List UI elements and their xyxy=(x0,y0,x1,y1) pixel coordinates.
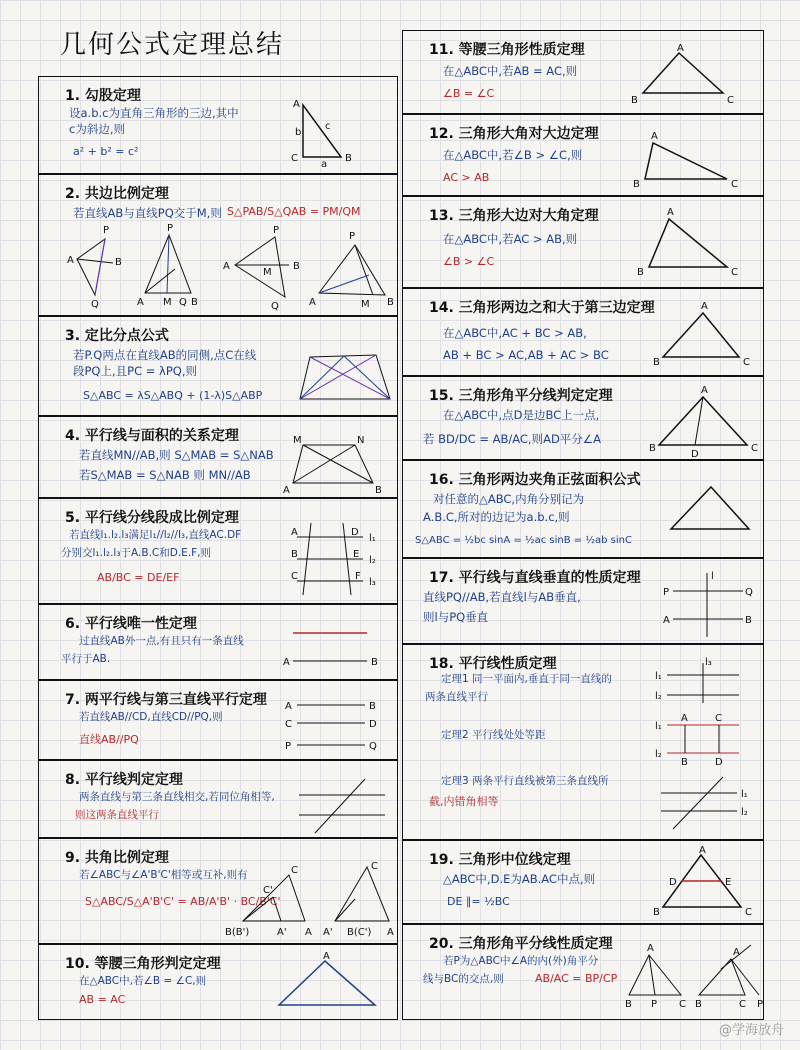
theorem-card-20 xyxy=(402,924,764,1020)
vertex-label: l₂ xyxy=(369,555,376,566)
isosceles-diagram xyxy=(265,953,395,1015)
vertex-label: A xyxy=(283,485,290,496)
vertex-label: C xyxy=(291,571,298,582)
vertex-label: A xyxy=(701,301,708,312)
vertex-label: M xyxy=(163,297,172,308)
vertex-label: l₂ xyxy=(741,807,748,818)
vertex-label: A xyxy=(285,701,292,712)
theorem-text: 则这两条直线平行 xyxy=(75,809,159,821)
theorem-card-2 xyxy=(38,174,398,316)
theorem-text: 若P.Q两点在直线AB的同侧,点C在线 xyxy=(73,348,257,362)
vertex-label: l₁ xyxy=(655,671,662,682)
vertex-label: A xyxy=(663,615,670,626)
vertex-label: C xyxy=(285,719,292,730)
perpendicular-parallel-diagram xyxy=(659,567,759,641)
theorem-text: 定理1 同一平面内,垂直于同一直线的 xyxy=(441,673,612,685)
theorem-text: 对任意的△ABC,内角分别记为 xyxy=(433,492,585,506)
vertex-label: Q xyxy=(745,587,753,598)
vertex-label: B xyxy=(115,257,122,268)
vertex-label: Q xyxy=(179,297,187,308)
theorem-heading: 2. 共边比例定理 xyxy=(65,186,169,202)
theorem-card-16 xyxy=(402,460,764,558)
theorem-heading: 17. 平行线与直线垂直的性质定理 xyxy=(429,570,641,586)
theorem-formula: AB/AC = BP/CP xyxy=(535,972,618,985)
vertex-label: B xyxy=(191,297,198,308)
vertex-label: A xyxy=(387,927,394,938)
theorem-formula: S△ABC/S△A'B'C' = AB/A'B' · BC/B'C' xyxy=(85,895,281,908)
angle-bisector-diagram xyxy=(647,385,763,459)
vertex-label: B xyxy=(653,907,660,918)
vertex-label: P xyxy=(285,741,292,752)
theorem-text: 若直线AB与直线PQ交于M,则 xyxy=(73,206,222,220)
bisector-property-diagrams xyxy=(625,941,763,1017)
theorem-heading: 15. 三角形角平分线判定定理 xyxy=(429,388,613,404)
theorem-text: 直线PQ//AB,若直线l与AB垂直, xyxy=(423,590,581,604)
theorem-card-12 xyxy=(402,114,764,196)
theorem-heading: 11. 等腰三角形性质定理 xyxy=(429,42,585,58)
vertex-label: N xyxy=(357,435,365,446)
theorem-formula: AB/BC = DE/EF xyxy=(97,571,180,584)
theorem-text: c为斜边,则 xyxy=(69,122,125,136)
theorem-text: 段PQ上,且PC = λPQ,则 xyxy=(73,364,198,378)
theorem-card-17 xyxy=(402,558,764,644)
theorem-text: 若S△MAB = S△NAB 则 MN//AB xyxy=(79,468,251,482)
vertex-label: A xyxy=(137,297,144,308)
vertex-label: C xyxy=(679,999,686,1010)
vertex-label: D xyxy=(369,719,377,730)
theorem-text: 在△ABC中,若AC > AB,则 xyxy=(443,232,578,246)
vertex-label: A xyxy=(291,527,298,538)
shared-side-diagrams xyxy=(39,225,399,317)
theorem-text: 线与BC的交点,则 xyxy=(423,973,504,985)
vertex-label: C xyxy=(371,861,378,872)
theorem-heading: 16. 三角形两边夹角正弦面积公式 xyxy=(429,472,641,488)
vertex-label: A' xyxy=(323,927,333,938)
vertex-label: a xyxy=(321,159,328,170)
vertex-label: P xyxy=(663,587,670,598)
vertex-label: B xyxy=(345,153,352,164)
vertex-label: C xyxy=(291,153,298,164)
theorem-text: 两条直线平行 xyxy=(425,691,488,703)
vertex-label: A xyxy=(223,261,230,272)
vertex-label: l₁ xyxy=(741,789,748,800)
theorem-card-8 xyxy=(38,760,398,838)
vertex-label: A xyxy=(309,297,316,308)
theorem-heading: 7. 两平行线与第三直线平行定理 xyxy=(65,692,267,708)
parallel-properties-diagrams xyxy=(653,659,761,837)
theorem-text: AB + BC > AC,AB + AC > BC xyxy=(443,348,609,362)
vertex-label: B xyxy=(369,701,376,712)
vertex-label: A xyxy=(323,951,330,962)
vertex-label: B xyxy=(293,261,300,272)
theorem-heading: 4. 平行线与面积的关系定理 xyxy=(65,428,239,444)
theorem-heading: 1. 勾股定理 xyxy=(65,88,141,104)
theorem-card-11 xyxy=(402,30,764,114)
theorem-formula: a² + b² = c² xyxy=(73,145,139,158)
vertex-label: C xyxy=(751,443,758,454)
theorem-text: 截,内错角相等 xyxy=(429,795,499,808)
vertex-label: B(B') xyxy=(225,927,250,938)
theorem-card-6 xyxy=(38,604,398,680)
theorem-heading: 9. 共角比例定理 xyxy=(65,850,169,866)
large-angle-triangle-diagram xyxy=(631,129,761,193)
theorem-heading: 6. 平行线唯一性定理 xyxy=(65,616,197,632)
theorem-text: 定理2 平行线处处等距 xyxy=(441,729,546,741)
parallel-area-diagram xyxy=(279,435,395,495)
theorem-heading: 10. 等腰三角形判定定理 xyxy=(65,956,221,972)
theorem-heading: 13. 三角形大边对大角定理 xyxy=(429,208,599,224)
vertex-label: A xyxy=(293,99,300,110)
vertex-label: A xyxy=(651,131,658,142)
theorem-formula: AC > AB xyxy=(443,171,490,184)
vertex-label: B xyxy=(387,297,394,308)
vertex-label: B xyxy=(745,615,752,626)
watermark: @学海放舟 xyxy=(718,1023,784,1038)
vertex-label: A xyxy=(681,713,688,724)
vertex-label: l xyxy=(711,571,714,582)
theorem-heading: 5. 平行线分线段成比例定理 xyxy=(65,510,239,526)
theorem-card-1 xyxy=(38,76,398,174)
theorem-text: 在△ABC中,若AB = AC,则 xyxy=(443,64,578,78)
vertex-label: D xyxy=(351,527,359,538)
vertex-label: M xyxy=(361,299,370,310)
vertex-label: l₃ xyxy=(705,657,712,668)
theorem-text: 若P为△ABC中∠A的内(外)角平分 xyxy=(443,955,599,967)
vertex-label: Q xyxy=(369,741,377,752)
common-angle-diagrams xyxy=(225,863,397,943)
theorem-card-4 xyxy=(38,416,398,498)
theorem-text: △ABC中,D.E为AB.AC中点,则 xyxy=(443,872,596,886)
theorem-heading: 8. 平行线判定定理 xyxy=(65,772,183,788)
vertex-label: P xyxy=(103,225,110,236)
vertex-label: C' xyxy=(263,885,273,896)
vertex-label: C xyxy=(291,865,298,876)
vertex-label: E xyxy=(353,549,360,560)
theorem-heading: 18. 平行线性质定理 xyxy=(429,656,557,672)
theorem-heading: 20. 三角形角平分线性质定理 xyxy=(429,936,613,952)
vertex-label: C xyxy=(743,357,750,368)
theorem-formula: S△ABC = ½bc sinA = ½ac sinB = ½ab sinC xyxy=(415,535,632,546)
vertex-label: D xyxy=(715,757,723,768)
vertex-label: B xyxy=(375,485,382,496)
vertex-label: A xyxy=(667,207,674,218)
theorem-formula: S△PAB/S△QAB = PM/QM xyxy=(227,205,361,218)
theorem-heading: 3. 定比分点公式 xyxy=(65,328,169,344)
vertex-label: A xyxy=(283,657,290,668)
theorem-card-13 xyxy=(402,196,764,288)
vertex-label: A' xyxy=(277,927,287,938)
theorem-formula: ∠B = ∠C xyxy=(443,87,495,100)
theorem-text: 平行于AB. xyxy=(61,653,111,665)
theorem-card-3 xyxy=(38,316,398,416)
isosceles-triangle-diagram xyxy=(631,45,761,109)
sine-area-diagram xyxy=(663,479,763,539)
theorem-text: 两条直线与第三条直线相交,若同位角相等, xyxy=(79,791,275,803)
theorem-card-7 xyxy=(38,680,398,760)
vertex-label: B xyxy=(371,657,378,668)
theorem-text: 过直线AB外一点,有且只有一条直线 xyxy=(79,635,244,647)
theorem-formula: ∠B > ∠C xyxy=(443,255,495,268)
vertex-label: A xyxy=(305,927,312,938)
corresponding-angles-diagram xyxy=(295,777,395,835)
theorem-text: 设a.b.c为直角三角形的三边,其中 xyxy=(69,106,239,120)
vertex-label: b xyxy=(295,127,302,138)
vertex-label: A xyxy=(67,255,74,266)
vertex-label: C xyxy=(727,95,734,106)
theorem-text: 若 BD/DC = AB/AC,则AD平分∠A xyxy=(423,432,601,446)
theorem-heading: 19. 三角形中位线定理 xyxy=(429,852,571,868)
theorem-text: 则l与PQ垂直 xyxy=(423,610,489,624)
vertex-label: B(C') xyxy=(347,927,372,938)
vertex-label: B xyxy=(625,999,632,1010)
theorem-card-19 xyxy=(402,840,764,924)
theorem-card-18 xyxy=(402,644,764,840)
theorem-formula: 直线AB//PQ xyxy=(79,733,139,746)
vertex-label: B xyxy=(695,999,702,1010)
vertex-label: B xyxy=(633,179,640,190)
vertex-label: M xyxy=(263,267,272,278)
vertex-label: P xyxy=(651,999,658,1010)
vertex-label: l₃ xyxy=(369,577,376,588)
theorem-heading: 14. 三角形两边之和大于第三边定理 xyxy=(429,300,655,316)
vertex-label: A xyxy=(677,43,684,54)
vertex-label: B xyxy=(681,757,688,768)
midline-diagram xyxy=(653,845,761,921)
theorem-text: 在△ABC中,若∠B > ∠C,则 xyxy=(443,148,583,162)
vertex-label: B xyxy=(637,267,644,278)
vertex-label: l₁ xyxy=(369,533,376,544)
vertex-label: Q xyxy=(91,299,99,310)
vertex-label: M xyxy=(293,435,302,446)
theorem-card-5 xyxy=(38,498,398,604)
large-side-triangle-diagram xyxy=(633,209,763,281)
theorem-formula: S△ABC = λS△ABQ + (1-λ)S△ABP xyxy=(83,389,263,402)
vertex-label: B xyxy=(291,549,298,560)
theorem-text: 若直线MN//AB,则 S△MAB = S△NAB xyxy=(79,448,274,462)
right-triangle-diagram xyxy=(289,97,369,170)
vertex-label: A xyxy=(699,845,706,856)
three-parallels-diagram xyxy=(283,695,393,755)
theorem-card-15 xyxy=(402,376,764,460)
theorem-heading: 12. 三角形大角对大边定理 xyxy=(429,126,599,142)
vertex-label: B xyxy=(653,357,660,368)
vertex-label: P xyxy=(167,223,174,234)
vertex-label: A xyxy=(733,947,740,958)
parallel-proportion-diagram xyxy=(289,519,393,599)
section-formula-diagram xyxy=(294,349,394,409)
vertex-label: D xyxy=(669,877,677,888)
vertex-label: B xyxy=(649,443,656,454)
vertex-label: C xyxy=(731,179,738,190)
theorem-text: 若∠ABC与∠A'B'C'相等或互补,则有 xyxy=(79,869,248,881)
vertex-label: C xyxy=(731,267,738,278)
vertex-label: c xyxy=(325,121,331,132)
theorem-formula: DE ∥= ½BC xyxy=(447,895,510,908)
vertex-label: C xyxy=(739,999,746,1010)
vertex-label: C xyxy=(745,907,752,918)
vertex-label: P xyxy=(273,225,280,236)
vertex-label: C xyxy=(715,713,722,724)
theorem-card-14 xyxy=(402,288,764,376)
vertex-label: A xyxy=(701,385,708,396)
vertex-label: F xyxy=(355,571,361,582)
vertex-label: l₁ xyxy=(655,721,662,732)
vertex-label: P xyxy=(349,231,356,242)
unique-parallel-diagram xyxy=(283,625,393,675)
vertex-label: P xyxy=(757,999,764,1010)
theorem-text: 在△ABC中,若∠B = ∠C,则 xyxy=(79,975,207,987)
vertex-label: E xyxy=(725,877,732,888)
theorem-text: 定理3 两条平行直线被第三条直线所 xyxy=(441,775,609,787)
triangle-inequality-diagram xyxy=(653,303,763,371)
theorem-text: A.B.C,所对的边记为a.b.c,则 xyxy=(423,510,570,524)
theorem-card-9 xyxy=(38,838,398,944)
theorem-text: 分别交l₁.l₂.l₃于A.B.C和D.E.F,则 xyxy=(61,547,212,559)
vertex-label: B xyxy=(631,95,638,106)
vertex-label: l₂ xyxy=(655,691,662,702)
vertex-label: l₂ xyxy=(655,749,662,760)
theorem-text: 在△ABC中,点D是边BC上一点, xyxy=(443,408,600,422)
vertex-label: D xyxy=(691,449,699,460)
theorem-formula: AB = AC xyxy=(79,993,126,1006)
theorem-text: 若直线l₁.l₂.l₃满足l₁//l₂//l₃,直线AC.DF xyxy=(69,529,242,541)
vertex-label: Q xyxy=(271,301,279,312)
theorem-text: 在△ABC中,AC + BC > AB, xyxy=(443,326,587,340)
page-title: 几何公式定理总结 xyxy=(60,30,285,60)
theorem-card-10 xyxy=(38,944,398,1020)
theorem-text: 若直线AB//CD,直线CD//PQ,则 xyxy=(79,711,223,723)
vertex-label: A xyxy=(647,943,654,954)
